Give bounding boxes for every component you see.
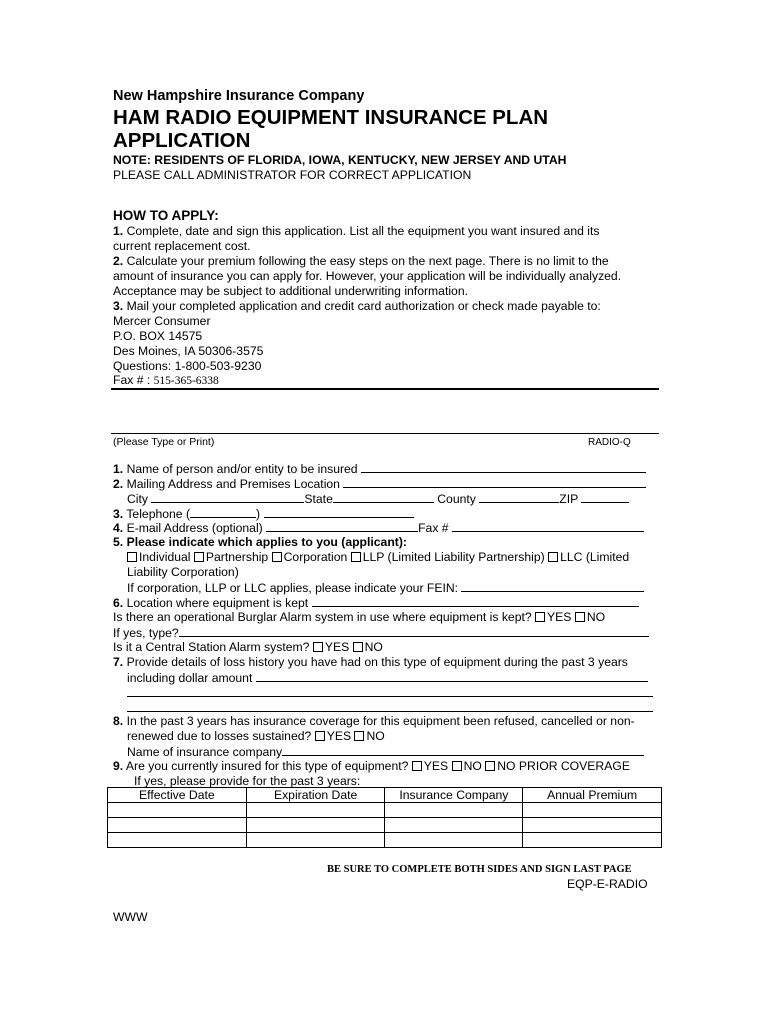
form-number: EQP-E-RADIO [567,877,648,891]
q2-line [343,476,646,488]
fein-field[interactable]: If corporation, LLP or LLC applies, please indicate your FEIN: [127,580,644,596]
form-top-rule [111,433,659,434]
checkbox-corporation[interactable] [272,552,282,562]
checkbox-refused-no[interactable] [354,731,364,741]
form-code: RADIO-Q [588,437,631,448]
q9-past-years: If yes, please provide for the past 3 years: [134,774,361,788]
llc-cont: Liability Corporation) [127,565,239,579]
header-annual-premium: Annual Premium [523,788,662,803]
q7-line-3[interactable] [127,711,653,712]
table-header-row [108,788,662,803]
step-1-cont: current replacement cost. [113,239,251,253]
page-title-line2: APPLICATION [113,129,251,152]
step-2: 2. Calculate your premium following the easy steps on the next page. There is no limit to the [113,254,609,268]
city-state-county-zip[interactable]: City State County ZIP [127,491,629,507]
address-line-3: Des Moines, IA 50306-3575 [113,344,264,358]
company-name: New Hampshire Insurance Company [113,88,365,104]
checkbox-refused-yes[interactable] [315,731,325,741]
step-1: 1. Complete, date and sign this application. List all the equipment you want insured and its [113,224,600,238]
header-insurance-company: Insurance Company [385,788,523,803]
checkbox-llc[interactable] [548,552,558,562]
q8-company-field[interactable]: Name of insurance company [127,744,644,760]
complete-both-sides-notice: BE SURE TO COMPLETE BOTH SIDES AND SIGN LAST PAGE [327,864,632,875]
checkbox-burglar-yes[interactable] [535,612,545,622]
address-line-1: Mercer Consumer [113,314,211,328]
checkbox-insured-no[interactable] [452,761,462,771]
table-row[interactable] [108,833,662,848]
checkbox-central-no[interactable] [353,642,363,652]
q7-loss-history: 7. Provide details of loss history you have had on this type of equipment during the past 3 years [113,655,628,669]
www-mark: WWW [113,910,148,924]
checkbox-burglar-no[interactable] [575,612,585,622]
q8-losses[interactable]: renewed due to losses sustained? YES NO [127,729,385,743]
step-3: 3. Mail your completed application and credit card authorization or check made payable to: [113,299,601,313]
table-row[interactable] [108,803,662,818]
how-to-apply-heading: HOW TO APPLY: [113,208,219,223]
central-station-question[interactable]: Is it a Central Station Alarm system? YES NO [113,640,383,654]
applicant-type-options[interactable]: Individual Partnership Corporation LLP (Limited Liability Partnership) LLC (Limited [127,550,629,565]
address-line-2: P.O. BOX 14575 [113,329,203,343]
residents-note: NOTE: RESIDENTS OF FLORIDA, IOWA, KENTUCKY, NEW JERSEY AND UTAH [113,153,567,167]
fax-line: Fax # : 515-365-6338 [113,373,219,387]
q9-currently-insured[interactable]: 9. Are you currently insured for this type of equipment? YES NO NO PRIOR COVERAGE [113,759,630,773]
q2-mailing-address[interactable]: 2. Mailing Address and Premises Location [113,476,646,492]
q3-telephone[interactable]: 3. Telephone ( ) [113,506,414,522]
call-administrator-note: PLEASE CALL ADMINISTRATOR FOR CORRECT APPLICATION [113,168,472,182]
step-2-cont: amount of insurance you can apply for. However, your application will be individually analyzed. [113,269,622,283]
page-title: HAM RADIO EQUIPMENT INSURANCE PLAN [113,106,549,129]
questions-phone: Questions: 1-800-503-9230 [113,359,262,373]
q4-email[interactable]: 4. E-mail Address (optional) Fax # [113,520,644,536]
q7-dollar-amount[interactable]: including dollar amount [127,670,648,686]
checkbox-central-yes[interactable] [313,642,323,652]
header-effective-date: Effective Date [108,788,247,803]
type-or-print-note: (Please Type or Print) [113,436,215,448]
checkbox-llp[interactable] [351,552,361,562]
burglar-alarm-question[interactable]: Is there an operational Burglar Alarm system in use where equipment is kept? YES NO [113,610,606,624]
section-divider [111,388,659,390]
q1-line [361,461,646,473]
q8-coverage-refused: 8. In the past 3 years has insurance coverage for this equipment been refused, cancelled or non- [113,714,635,728]
table-row[interactable] [108,818,662,833]
coverage-history-table [107,787,662,848]
q7-line-2[interactable] [127,696,653,697]
q5-applicant-type: 5. Please indicate which applies to you (applicant): [113,535,407,549]
alarm-type-field[interactable]: If yes, type? [113,625,649,641]
q1-name-insured[interactable]: 1. Name of person and/or entity to be insured [113,461,646,477]
step-2-cont2: Acceptance may be subject to additional underwriting information. [113,284,468,298]
checkbox-no-prior[interactable] [485,761,495,771]
q6-location[interactable]: 6. Location where equipment is kept [113,595,639,611]
header-expiration-date: Expiration Date [246,788,385,803]
checkbox-insured-yes[interactable] [412,761,422,771]
checkbox-partnership[interactable] [194,552,204,562]
checkbox-individual[interactable] [127,552,137,562]
